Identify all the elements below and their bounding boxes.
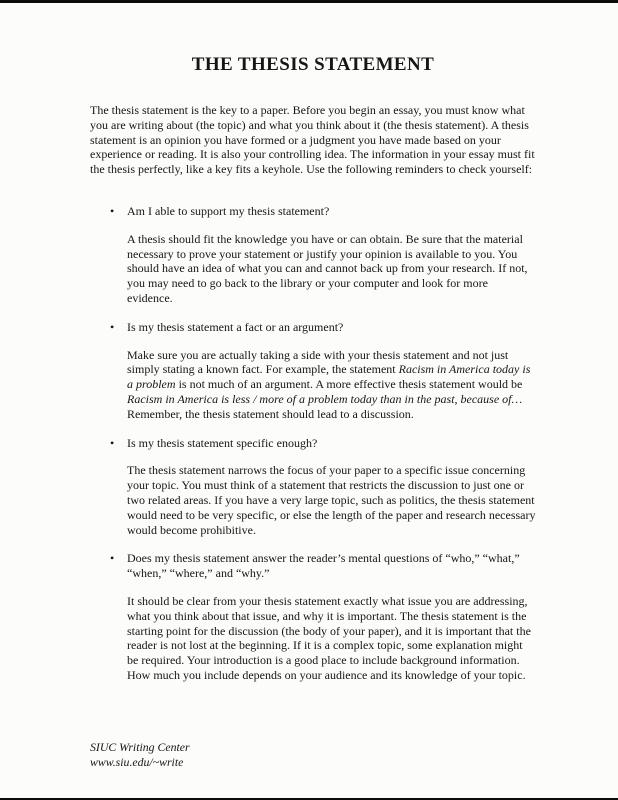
bullet-question-row	[90, 436, 536, 451]
page-title: THE THESIS STATEMENT	[191, 54, 435, 75]
bullet-question-row	[90, 551, 536, 581]
bullet-icon: •	[110, 319, 115, 334]
bullet-icon: •	[110, 203, 115, 218]
footer-org: SIUC Writing Center	[90, 740, 190, 754]
bullet-question: Is my thesis statement a fact or an argument?	[127, 319, 344, 334]
body-segment: Remember, the thesis statement should lead to a discussion.	[127, 406, 414, 421]
bullet-icon: •	[110, 551, 115, 566]
footer-url: www.siu.edu/~write	[90, 755, 184, 769]
bullet-icon: •	[110, 435, 115, 450]
body-segment: Make sure you are actually taking a side with your thesis statement and not just simply stating a known fact. For example, the statement	[127, 347, 509, 377]
bullet-body: A thesis should fit the knowledge you have or can obtain. Be sure that the material necessary to prove your statement or justify your opinion is available to you. You should have an idea of what you can and cannot back up from your research. If not, you may need to go back to the library or your computer and look for more evidence.	[127, 231, 528, 305]
bullet-question: Am I able to support my thesis statement?	[127, 203, 330, 218]
body-segment: is not much of an argument. A more effective thesis statement would be	[175, 377, 523, 392]
bullet-question: Is my thesis statement specific enough?	[127, 435, 318, 450]
body-segment-italic: Racism in America is less / more of a problem today than in the past, because of…	[127, 391, 523, 406]
bullet-item-specific	[90, 436, 536, 538]
page-footer	[90, 740, 190, 770]
intro-paragraph: The thesis statement is the key to a paper. Before you begin an essay, you must know what you are writing about (the topic) and what you think about it (the thesis statement). A thesis statement is an opinion you have formed or a judgment you have made based on your experience or reading. It is also your controlling idea. The information in your essay must fit the thesis perfectly, like a key fits a keyhole. Use the following reminders to check yourself:	[90, 103, 535, 177]
bullet-question-row	[90, 320, 536, 335]
bullet-body	[127, 348, 536, 422]
body-segment-italic: Racism in America today is a problem	[127, 362, 531, 392]
bullet-body: The thesis statement narrows the focus of your paper to a specific issue concerning your topic. You must think of a statement that restricts the discussion to just one or two related areas. If you have a very large topic, such as politics, the thesis statement would need to be very specific, or else the length of the paper and research necessary would become prohibitive.	[127, 463, 536, 537]
bullet-question-row	[90, 204, 536, 219]
bullet-item-mental-questions	[90, 551, 536, 682]
bullet-body: It should be clear from your thesis statement exactly what issue you are addressing, what you think about that issue, and why it is important. The thesis statement is the starting point for the discussion (the body of your paper), and it is important that the reader is not lost at the beginning. If it is a complex topic, some explanation might be required. Your introduction is a good place to include background information. How much you include depends on your audience and its knowledge of your topic.	[127, 593, 531, 682]
bullet-list	[90, 204, 536, 683]
bullet-question: Does my thesis statement answer the reader’s mental questions of “who,” “what,” “when,” “where,” and “why.”	[127, 551, 520, 581]
bullet-item-support	[90, 204, 536, 306]
bullet-item-fact-or-argument	[90, 320, 536, 422]
scan-edge-top	[0, 0, 618, 3]
